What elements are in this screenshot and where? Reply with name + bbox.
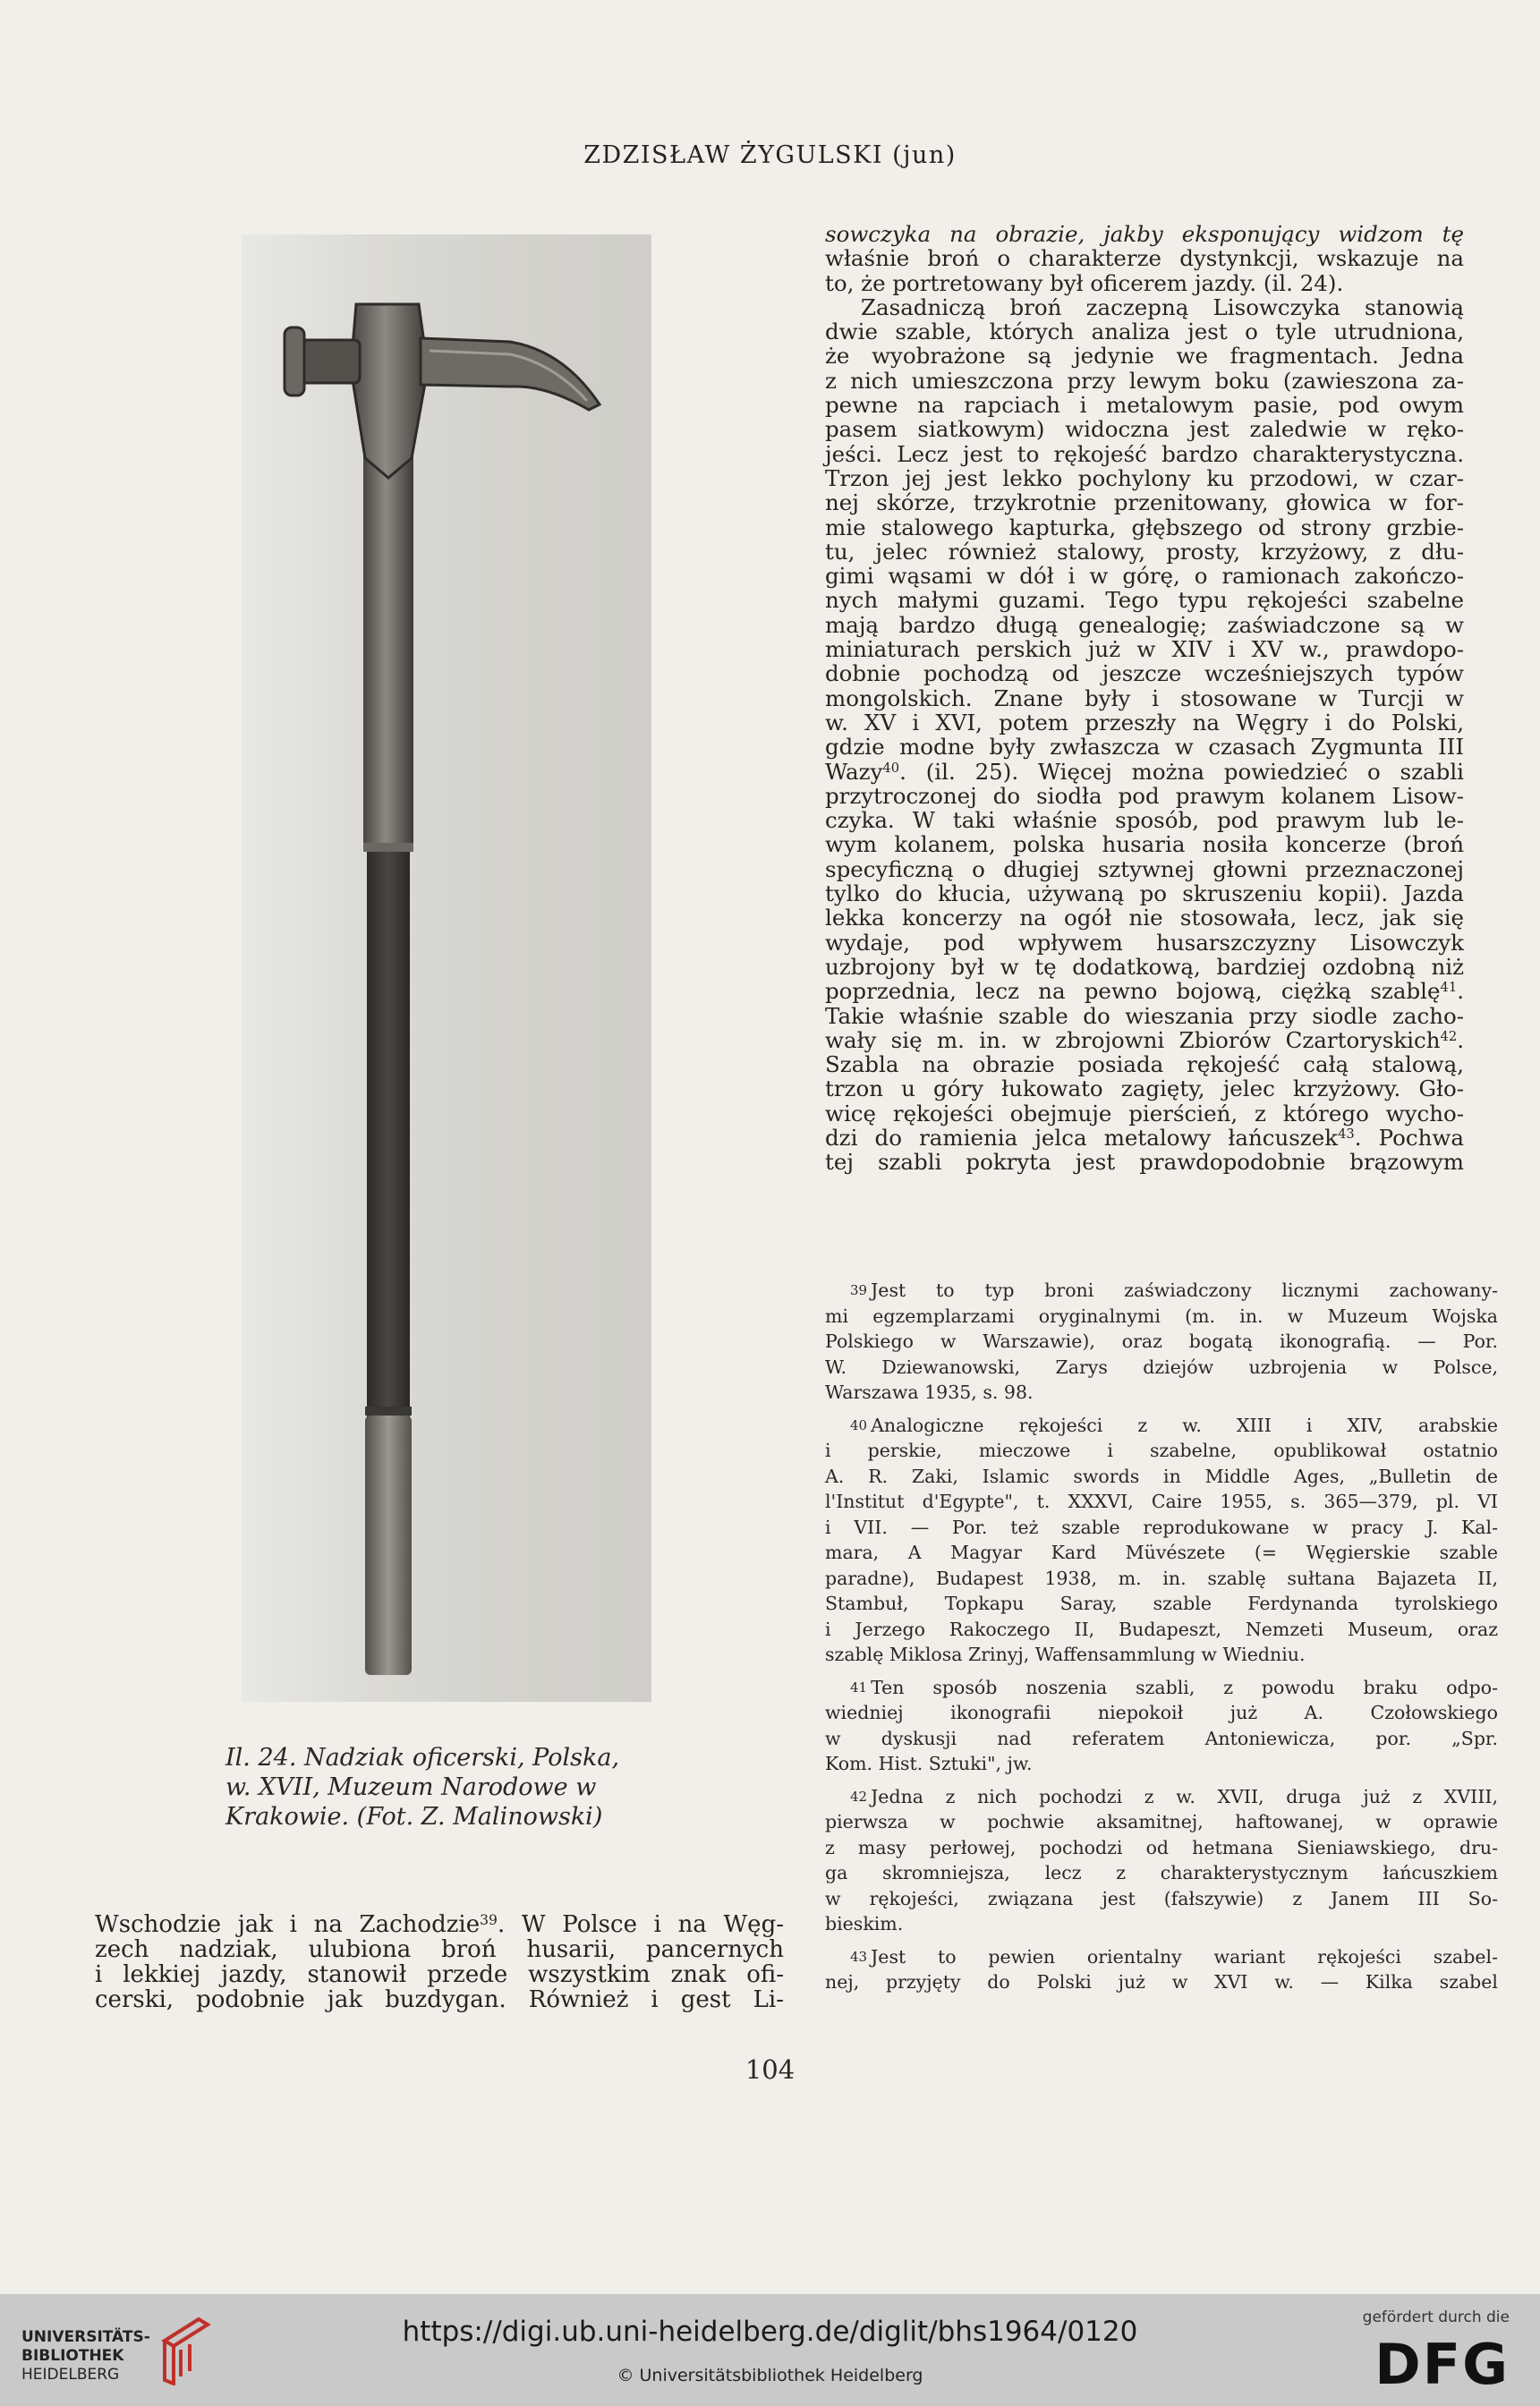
footnote-line: szablę Miklosa Zrinyj, Waffensammlung w Wiedniu.	[825, 1644, 1306, 1665]
text-line: że wyobrażone są jedynie we fragmentach. Jedna	[825, 343, 1464, 370]
footnote-40	[825, 1413, 1498, 1668]
footnote-41	[825, 1675, 1498, 1777]
text-line: Takie właśnie szable do wieszania przy siodle zacho-	[825, 1002, 1464, 1029]
text-line: w. XV i XVI, potem przeszły na Węgry i do Polski,	[825, 709, 1464, 735]
text-line: Zasadniczą broń zaczepną Lisowczyka stanowią	[861, 293, 1464, 320]
footnote-line: W. Dziewanowski, Zarys dziejów uzbrojenia w Polsce,	[825, 1356, 1498, 1378]
running-head: ZDZISŁAW ŻYGULSKI (jun)	[583, 141, 957, 169]
text-line: to, że portretowany był oficerem jazdy. (il. 24).	[825, 269, 1344, 296]
caption-line: w. XVII, Muzeum Narodowe w	[225, 1773, 597, 1801]
footnote-line: w dyskusji nad referatem Antoniewicza, por. „Spr.	[825, 1727, 1498, 1749]
text-line: lekka koncerzy na ogół nie stosowała, lecz, jak się	[825, 905, 1464, 931]
text-line: nych małymi guzami. Tego typu rękojeści szabelne	[825, 587, 1464, 614]
footnote-line: i VII. — Por. też szable reprodukowane w pracy J. Kal-	[825, 1516, 1498, 1538]
footnote-42	[825, 1784, 1498, 1937]
figure-caption	[225, 1743, 655, 1832]
footnote-line: paradne), Budapest 1938, m. in. szablę sułtana Bajazeta II,	[825, 1567, 1498, 1589]
text-line: właśnie broń o charakterze dystynkcji, wskazuje na	[825, 245, 1464, 272]
footnote-line: z masy perłowej, pochodzi od hetmana Sieniawskiego, dru-	[825, 1836, 1498, 1858]
text-line: jeści. Lecz jest to rękojeść bardzo charakterystyczna.	[825, 440, 1464, 467]
copyright-notice: © Universitätsbibliothek Heidelberg	[617, 2366, 923, 2385]
footnote-line: 40 Analogiczne rękojeści z w. XIII i XIV, arabskie	[850, 1414, 1498, 1436]
footnote-line: Stambuł, Topkapu Saray, szable Ferdynanda tyrolskiego	[825, 1593, 1498, 1614]
footnote-line: mara, A Magyar Kard Müvészete (= Węgierskie szable	[825, 1542, 1498, 1563]
footnote-line: 43 Jest to pewien orientalny wariant rękojeści szabel-	[850, 1945, 1498, 1968]
footnote-line: 41 Ten sposób noszenia szabli, z powodu braku odpo-	[850, 1676, 1498, 1698]
text-line: miniaturach perskich już w XIV i XV w., prawdopo-	[825, 636, 1464, 663]
text-line: Wschodzie jak i na Zachodzie$^{39}$. W Polsce i na Węg-	[95, 1911, 784, 1938]
right-column-text	[825, 222, 1464, 1175]
footnote-line: nej, przyjęty do Polski już w XVI w. — Kilka szabel	[825, 1971, 1498, 1993]
footnote-line: Polskiego w Warszawie), oraz bogatą ikonografią. — Por.	[825, 1331, 1498, 1352]
document-url-link[interactable]: https://digi.ub.uni-heidelberg.de/diglit/bhs1964/0120	[402, 2316, 1138, 2348]
text-line: sowczyka na obrazie, jakby eksponujący widzom tę	[825, 221, 1464, 247]
text-line: wały się m. in. w zbrojowni Zbiorów Czartoryskich$^{42}$.	[825, 1026, 1464, 1053]
text-line: mają bardzo długą genealogię; zaświadczone są w	[825, 611, 1464, 638]
footnote-line: 39 Jest to typ broni zaświadczony licznymi zachowany-	[850, 1280, 1498, 1301]
footnote-line: i perskie, mieczowe i szabelne, opublikował ostatnio	[825, 1440, 1498, 1461]
text-line: przytroczonej do siodła pod prawym kolanem Lisow-	[825, 782, 1464, 809]
footnote-line: Warszawa 1935, s. 98.	[825, 1382, 1034, 1403]
text-line: dobnie pochodzą od jeszcze wcześniejszych typów	[825, 660, 1464, 687]
text-line: wydaje, pod wpływem husarszczyzny Lisowczyk	[825, 929, 1464, 956]
text-line: wicę rękojeści obejmuje pierścień, z którego wycho-	[825, 1100, 1464, 1126]
text-line: z nich umieszczona przy lewym boku (zawieszona za-	[825, 367, 1464, 394]
text-line: specyficzną o długiej sztywnej głowni przeznaczonej	[825, 855, 1464, 882]
text-line: Wazy$^{40}$. (il. 25). Więcej można powiedzieć o szabli	[825, 758, 1464, 785]
footnote-line: wiedniej ikonografii niepokoił już A. Czołowskiego	[825, 1702, 1498, 1723]
footnote-line: pierwsza w pochwie aksamitnej, haftowanej, w oprawie	[825, 1811, 1498, 1832]
footnote-line: A. R. Zaki, Islamic swords in Middle Ages, „Bulletin de	[825, 1465, 1498, 1487]
library-name-line: UNIVERSITÄTS-	[21, 2328, 150, 2346]
text-line: pasem siatkowym) widoczna jest zaledwie w ręko-	[825, 416, 1464, 443]
footnote-line: bieskim.	[825, 1913, 904, 1934]
library-name-line: HEIDELBERG	[21, 2366, 120, 2384]
text-line: mongolskich. Znane były i stosowane w Turcji w	[825, 684, 1464, 711]
text-line: dzi do ramienia jelca metalowy łańcuszek$^{43}$. Pochwa	[825, 1124, 1464, 1151]
footnote-line: i Jerzego Rakoczego II, Budapeszt, Nemzeti Museum, oraz	[825, 1618, 1498, 1640]
text-line: tej szabli pokryta jest prawdopodobnie brązowym	[825, 1149, 1464, 1176]
footnote-line: ga skromniejsza, lecz z charakterystycznym łańcuszkiem	[825, 1862, 1498, 1883]
left-bottom-text	[95, 1912, 784, 2012]
footnote-39	[825, 1278, 1498, 1406]
page-number: 104	[744, 2054, 796, 2085]
library-name-line: BIBLIOTHEK	[21, 2347, 124, 2365]
text-line: nej skórze, trzykrotnie przenitowany, głowica w for-	[825, 489, 1464, 516]
text-line: gimi wąsami w dół i w górę, o ramionach zakończo-	[825, 563, 1464, 590]
text-line: i lekkiej jazdy, stanowił przede wszystkim znak ofi-	[95, 1961, 784, 1988]
text-line: trzon u góry łukowato zagięty, jelec krzyżowy. Gło-	[825, 1075, 1464, 1102]
text-line: mie stalowego kapturka, głębszego od strony grzbie-	[825, 514, 1464, 540]
text-line: tu, jelec również stalowy, prosty, krzyżowy, z dłu-	[825, 538, 1464, 565]
caption-line: Krakowie. (Fot. Z. Malinowski)	[225, 1803, 603, 1831]
footer-bar	[0, 2294, 1540, 2406]
text-line: wym kolanem, polska husaria nosiła koncerze (broń	[825, 831, 1464, 858]
axe-photograph	[242, 234, 651, 1702]
text-line: poprzednia, lecz na pewno bojową, ciężką szablę$^{41}$.	[825, 978, 1464, 1005]
text-line: zech nadziak, ulubiona broń husarii, pancernych	[95, 1936, 784, 1963]
text-line: gdzie modne były zwłaszcza w czasach Zygmunta III	[825, 734, 1464, 761]
text-line: czyka. W taki właśnie sposób, pod prawym lub le-	[825, 807, 1464, 834]
footnote-line: w rękojeści, związana jest (fałszywie) z Janem III So-	[825, 1887, 1498, 1909]
footnote-line: mi egzemplarzami oryginalnymi (m. in. w Muzeum Wojska	[825, 1305, 1498, 1327]
dfg-logo[interactable]: DFG	[1374, 2332, 1510, 2397]
footnote-43	[825, 1944, 1498, 1995]
caption-line: Il. 24. Nadziak oficerski, Polska,	[225, 1744, 620, 1772]
text-line: dwie szable, których analiza jest o tyle utrudniona,	[825, 319, 1464, 345]
footnote-line: l'Institut d'Egypte", t. XXXVI, Caire 1955, s. 365—379, pl. VI	[825, 1491, 1498, 1512]
text-line: uzbrojony był w tę dodatkową, bardziej ozdobną niż	[825, 953, 1464, 980]
text-line: pewne na rapciach i metalowym pasie, pod owym	[825, 392, 1464, 419]
text-line: Szabla na obrazie posiada rękojeść całą stalową,	[825, 1051, 1464, 1078]
footnote-line: Kom. Hist. Sztuki", jw.	[825, 1753, 1033, 1774]
funder-caption: gefördert durch die	[1362, 2308, 1510, 2326]
footnotes	[825, 1278, 1498, 2002]
footnote-line: 42 Jedna z nich pochodzi z w. XVII, druga już z XVIII,	[850, 1785, 1498, 1807]
text-line: Trzon jej jest lekko pochylony ku przodowi, w czar-	[825, 464, 1464, 491]
text-line: cerski, podobnie jak buzdygan. Również i gest Li-	[95, 1986, 784, 2013]
text-line: tylko do kłucia, używaną po skruszeniu kopii). Jazda	[825, 880, 1464, 907]
